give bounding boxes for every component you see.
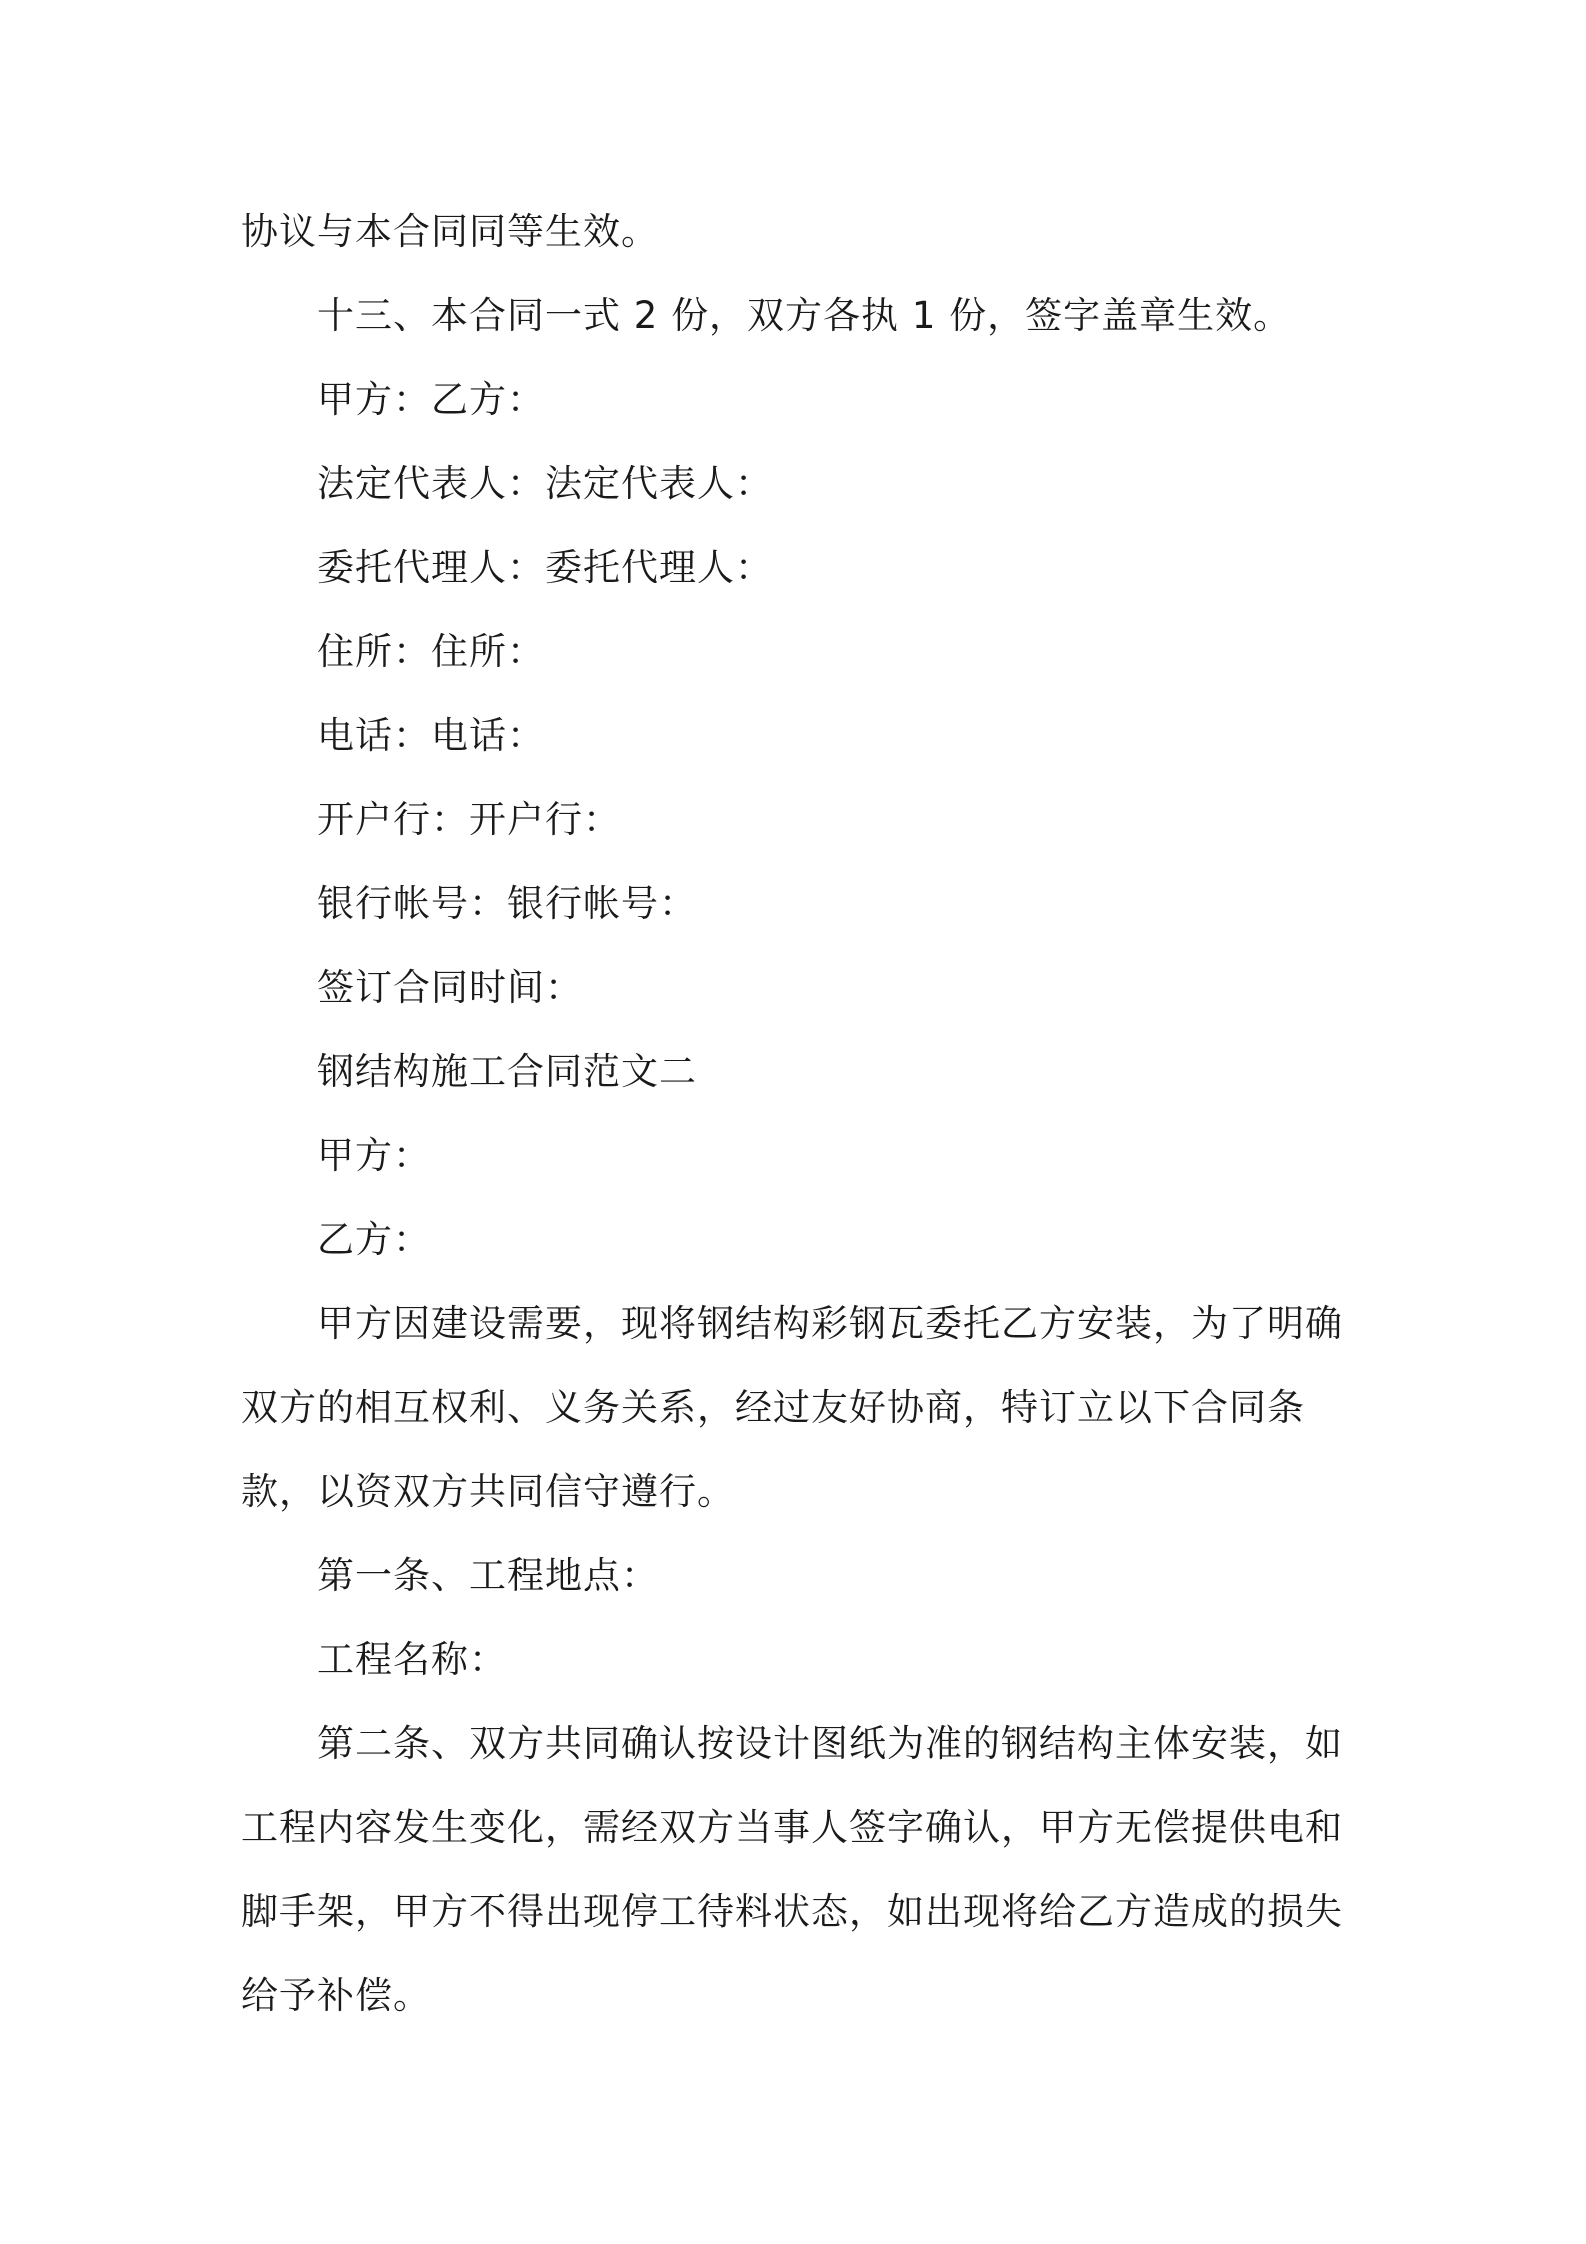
paragraph-article-2: 第二条、双方共同确认按设计图纸为准的钢结构主体安装，如工程内容发生变化，需经双方当事人签字确认，甲方无偿提供电和脚手架，甲方不得出现停工待料状态，如出现将给乙方造成的损失给予补偿。	[241, 1722, 1343, 2017]
paragraph-parties: 甲方：乙方：	[317, 378, 545, 421]
document-body	[241, 190, 1361, 2038]
paragraph-bank-account: 银行帐号：银行帐号：	[317, 882, 697, 925]
paragraph-agreement-effect: 协议与本合同同等生效。	[241, 210, 659, 253]
paragraph-phone: 电话：电话：	[317, 714, 545, 757]
paragraph-clause-13: 十三、本合同一式 2 份，双方各执 1 份，签字盖章生效。	[317, 294, 1292, 337]
paragraph-party-a: 甲方：	[317, 1134, 431, 1177]
paragraph-authorized-agent: 委托代理人：委托代理人：	[317, 546, 773, 589]
section-title: 钢结构施工合同范文二	[317, 1050, 697, 1093]
paragraph-party-b: 乙方：	[317, 1218, 431, 1261]
paragraph-article-1: 第一条、工程地点：	[317, 1554, 659, 1597]
paragraph-preamble: 甲方因建设需要，现将钢结构彩钢瓦委托乙方安装，为了明确双方的相互权利、义务关系，经过友好协商，特订立以下合同条款，以资双方共同信守遵行。	[241, 1302, 1343, 1513]
paragraph-project-name: 工程名称：	[317, 1638, 507, 1681]
paragraph-signing-date: 签订合同时间：	[317, 966, 583, 1009]
paragraph-bank: 开户行：开户行：	[317, 798, 621, 841]
paragraph-address: 住所：住所：	[317, 630, 545, 673]
paragraph-legal-representative: 法定代表人：法定代表人：	[317, 462, 773, 505]
